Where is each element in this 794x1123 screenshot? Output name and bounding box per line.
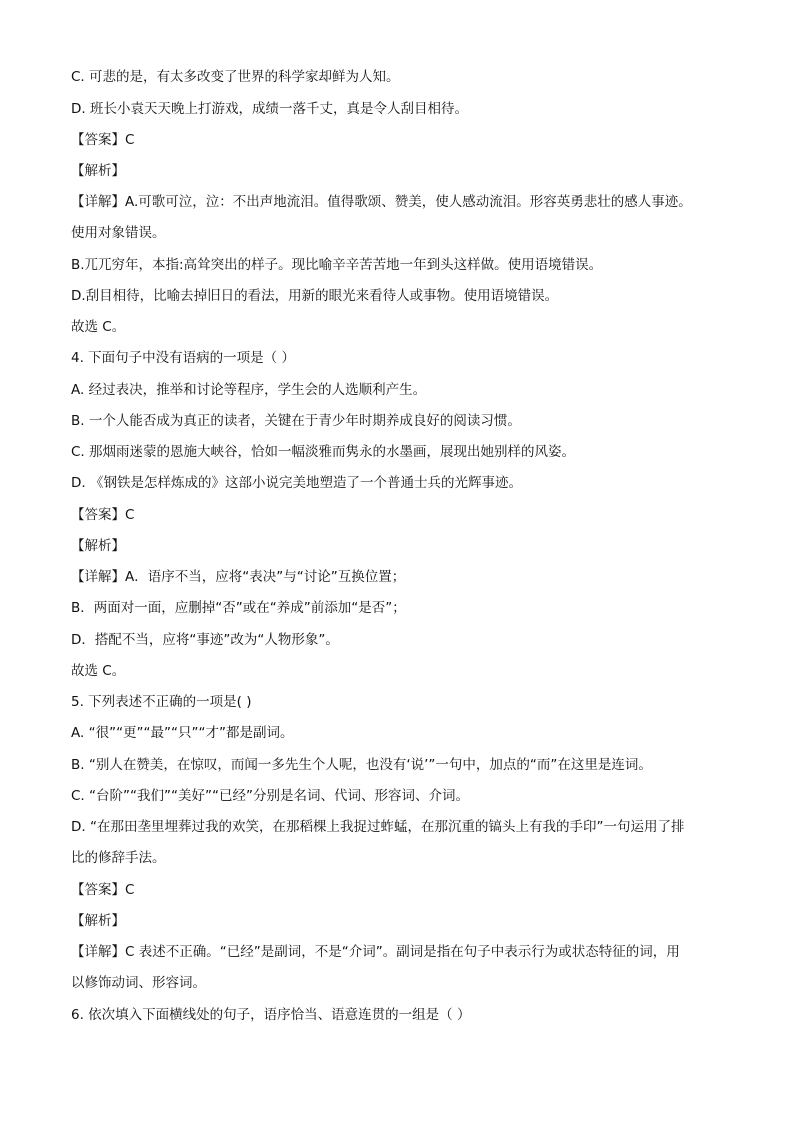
text-line: 【解析】: [71, 538, 125, 554]
text-line: B．两面对一面，应删掉“否”或在“养成”前添加“是否”；: [71, 600, 406, 616]
text-line: 【详解】A.可歌可泣，泣：不出声地流泪。值得歌颂、赞美，使人感动流泪。形容英勇悲壮的感人事迹。: [71, 194, 692, 210]
text-line: D. “在那田垄里埋葬过我的欢笑，在那稻棵上我捉过蚱蜢，在那沉重的镐头上有我的手印”一句运用了排: [71, 819, 685, 835]
text-line: C. 那烟雨迷蒙的恩施大峡谷，恰如一幅淡雅而隽永的水墨画，展现出她别样的风姿。: [71, 444, 576, 460]
text-line: 【详解】C 表述不正确。“已经”是副词，不是“介词”。副词是指在句子中表示行为或状态特征的词，用: [71, 944, 680, 960]
text-line: 6. 依次填入下面横线处的句子，语序恰当、语意连贯的一组是（ ）: [71, 1007, 471, 1023]
text-line: A. 经过表决，推举和讨论等程序，学生会的人选顺利产生。: [71, 382, 427, 398]
text-line: B. “别人在赞美，在惊叹，而闻一多先生个人呢，也没有‘说’”一句中，加点的“而”在这里是连词。: [71, 757, 652, 773]
text-line: 故选 C。: [71, 319, 126, 335]
text-line: D. 《钢铁是怎样炼成的》这部小说完美地塑造了一个普通士兵的光辉事迹。: [71, 475, 522, 491]
text-line: 【详解】A．语序不当，应将“表决”与“讨论”互换位置；: [71, 569, 406, 585]
text-line: 【答案】C: [71, 507, 135, 523]
text-line: 【答案】C: [71, 132, 135, 148]
text-line: B.兀兀穷年，本指:高耸突出的样子。现比喻辛辛苦苦地一年到头这样做。使用语境错误。: [71, 257, 603, 273]
text-line: 【答案】C: [71, 882, 135, 898]
text-line: B. 一个人能否成为真正的读者，关键在于青少年时期养成良好的阅读习惯。: [71, 413, 521, 429]
text-line: 5. 下列表述不正确的一项是( ): [71, 694, 252, 710]
text-line: D．搭配不当，应将“事迹”改为“人物形象”。: [71, 632, 339, 648]
text-line: 【解析】: [71, 913, 125, 929]
text-line: 使用对象错误。: [71, 225, 166, 241]
text-line: 4. 下面句子中没有语病的一项是（ ）: [71, 350, 295, 366]
text-line: 以修饰动词、形容词。: [71, 975, 206, 991]
text-line: 比的修辞手法。: [71, 850, 166, 866]
text-line: A. “很”“更”“最”“只”“才”都是副词。: [71, 725, 294, 741]
text-line: 故选 C。: [71, 663, 126, 679]
text-line: D.刮目相待，比喻去掉旧日的看法，用新的眼光来看待人或事物。使用语境错误。: [71, 288, 559, 304]
text-line: D. 班长小袁天天晚上打游戏，成绩一落千丈，真是令人刮目相待。: [71, 101, 468, 117]
text-line: 【解析】: [71, 163, 125, 179]
text-line: C. “台阶”“我们”“美好”“已经”分别是名词、代词、形容词、介词。: [71, 788, 469, 804]
text-line: C. 可悲的是，有太多改变了世界的科学家却鲜为人知。: [71, 69, 400, 85]
